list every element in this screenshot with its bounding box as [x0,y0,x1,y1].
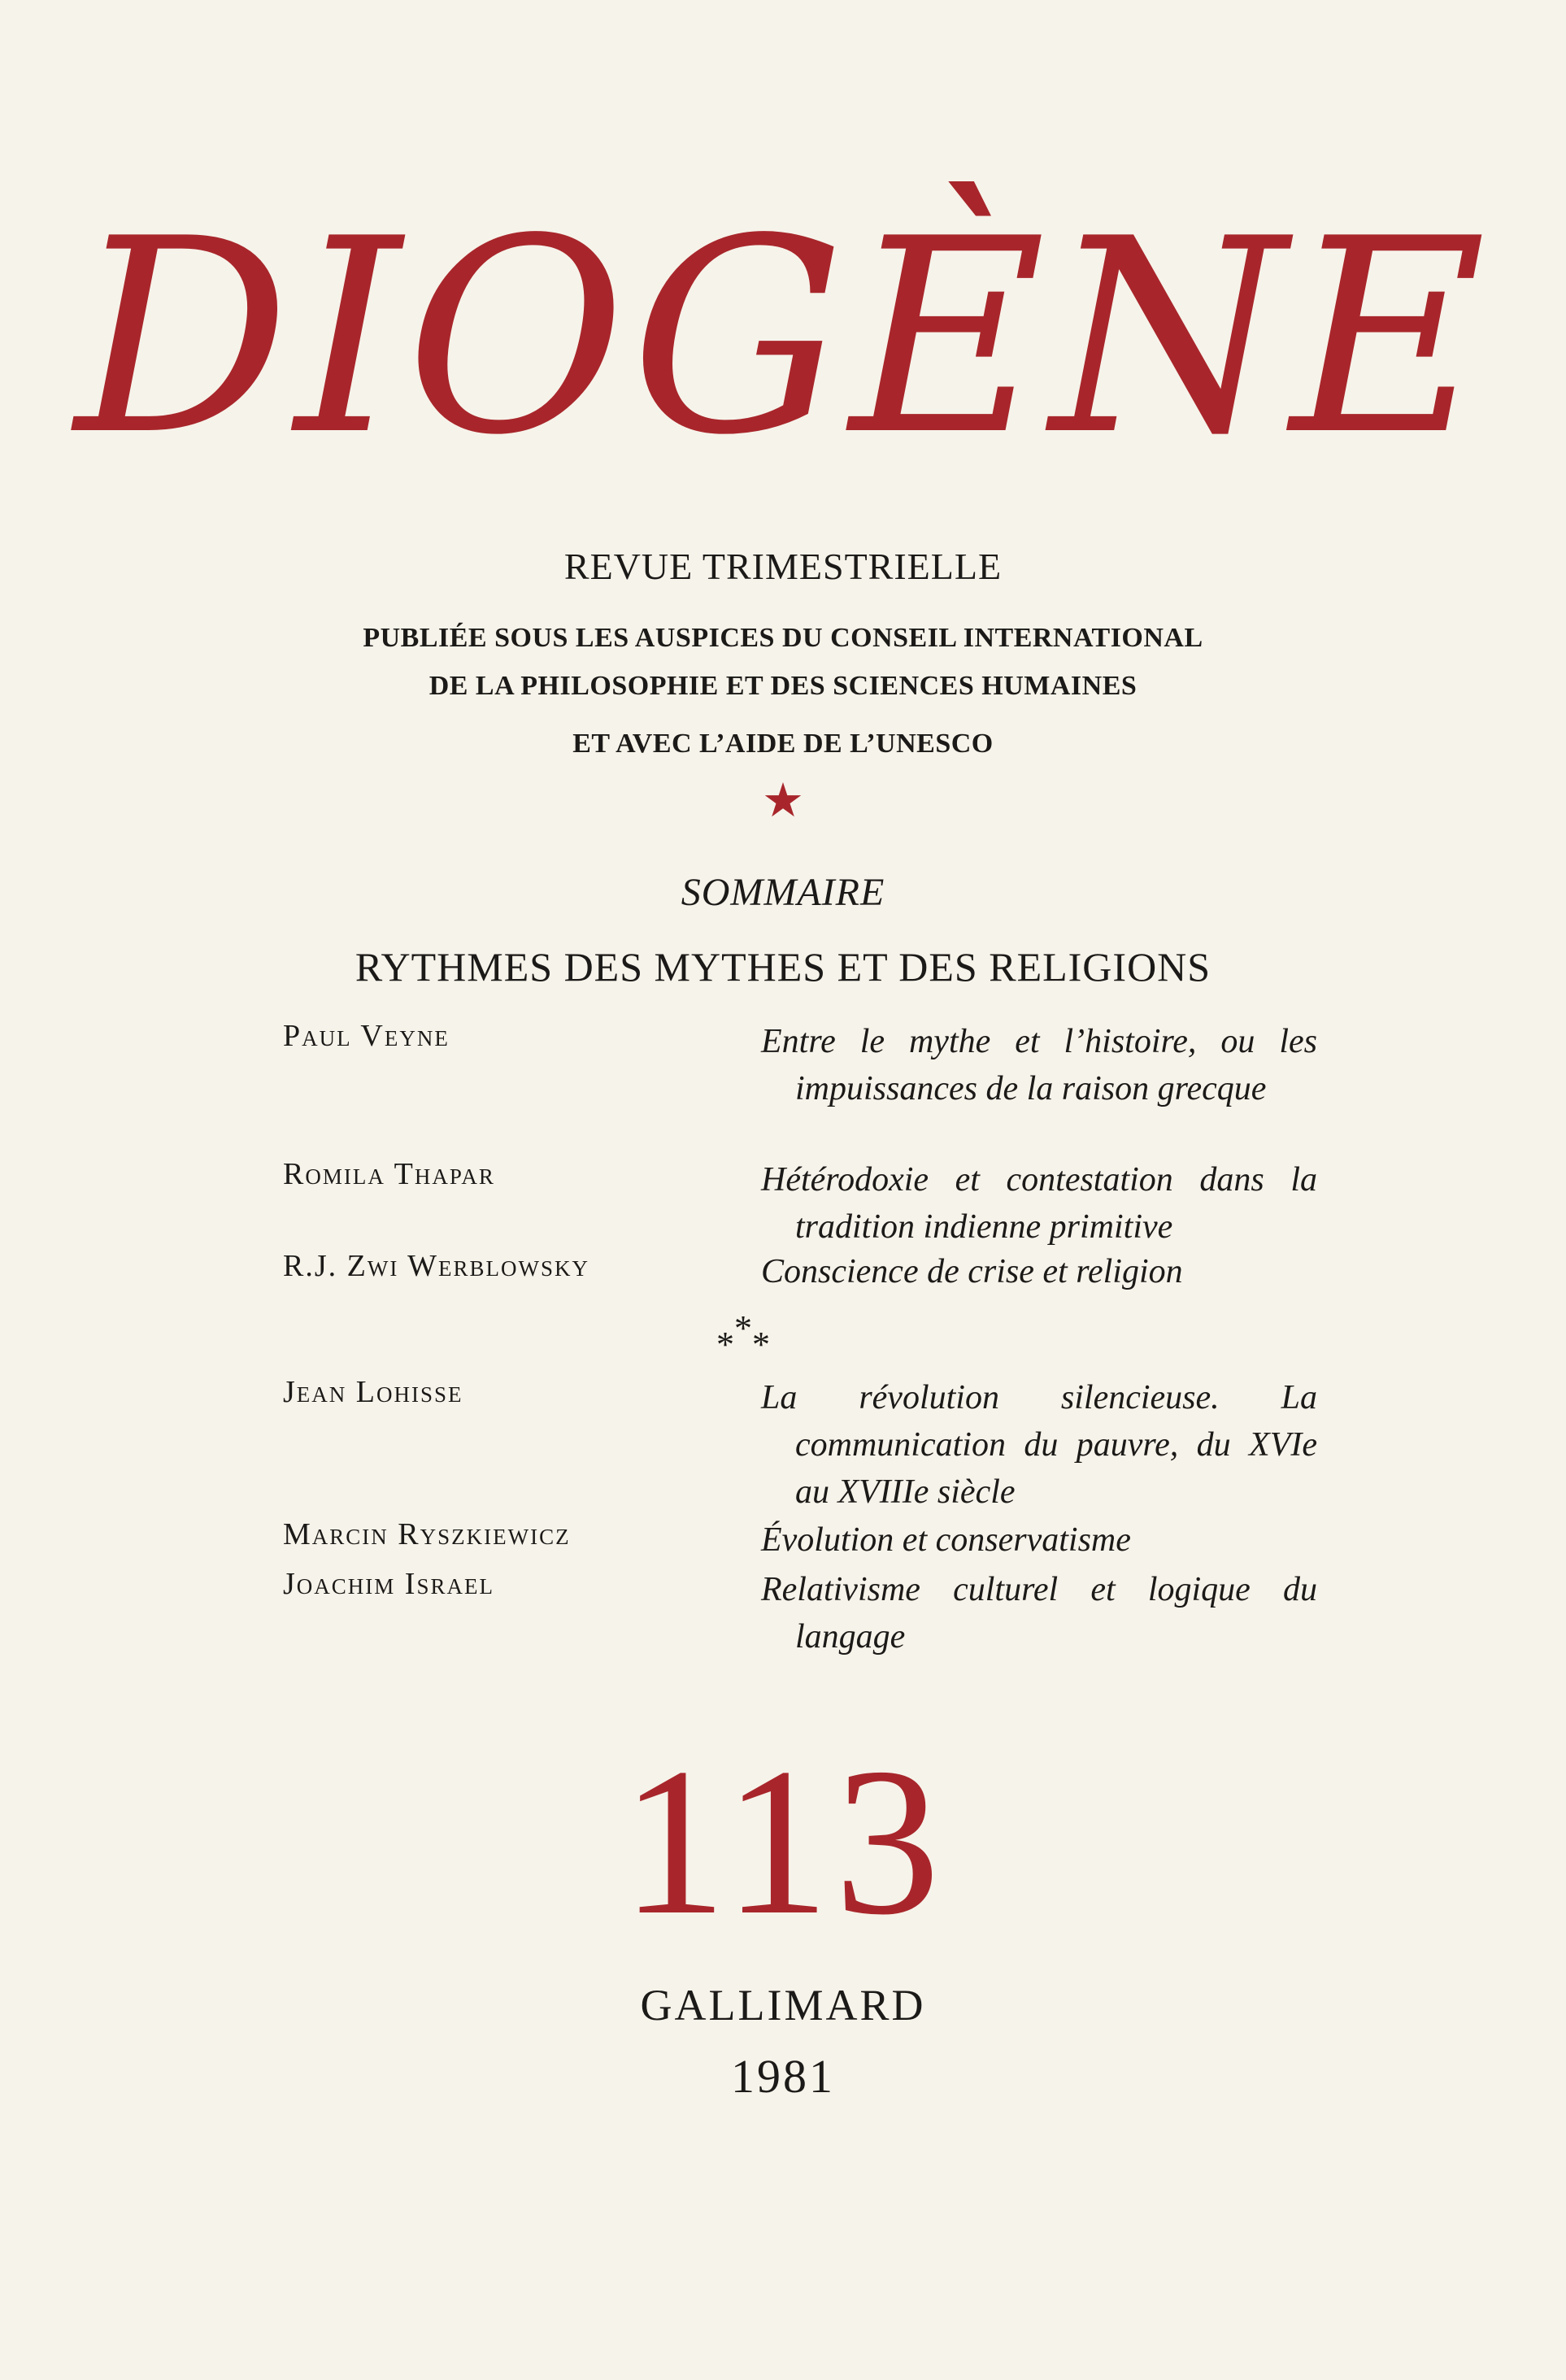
contents-author: Marcin Ryszkiewicz [283,1517,571,1551]
asterism-star: * [734,1308,752,1348]
auspices-line-3: ET AVEC L’AIDE DE L’UNESCO [572,729,994,759]
contents-author: Romila Thapar [283,1157,495,1191]
auspices-line-1: PUBLIÉE SOUS LES AUSPICES DU CONSEIL INTERNATIONAL [363,623,1203,653]
publisher-name: GALLIMARD [640,1981,926,2030]
contents-title: Relativisme culturel et logique du langage [761,1571,1317,1656]
contents-title: Évolution et conservatisme [761,1521,1131,1559]
asterism-star: * [716,1325,734,1364]
contents-author: Paul Veyne [283,1019,450,1053]
asterism-star: * [752,1325,770,1364]
publication-year: 1981 [731,2050,835,2103]
contents-title: Hétérodoxie et contestation dans la tradition indienne primitive [761,1161,1317,1246]
sommaire-heading: SOMMAIRE [681,871,885,914]
masthead-title: DIOGÈNE [75,181,1491,494]
contents-title: Conscience de crise et religion [761,1253,1183,1290]
contents-title: Entre le mythe et l’histoire, ou les impuissances de la raison grecque [761,1023,1317,1107]
contents-author: Joachim Israel [283,1567,494,1601]
issue-theme: RYTHMES DES MYTHES ET DES RELIGIONS [355,944,1211,990]
auspices-line-2: DE LA PHILOSOPHIE ET DES SCIENCES HUMAINES [428,671,1138,701]
contents-author: R.J. Zwi Werblowsky [283,1249,589,1283]
subtitle: REVUE TRIMESTRIELLE [563,546,1003,587]
asterism-divider [695,1307,793,1364]
contents-author: Jean Lohisse [283,1375,463,1409]
contents-title: La révolution silencieuse. La communication du pauvre, du XVIe au XVIIIe siècle [761,1379,1317,1511]
star-ornament-icon: ★ [762,774,804,827]
issue-number: 113 [620,1725,946,1959]
